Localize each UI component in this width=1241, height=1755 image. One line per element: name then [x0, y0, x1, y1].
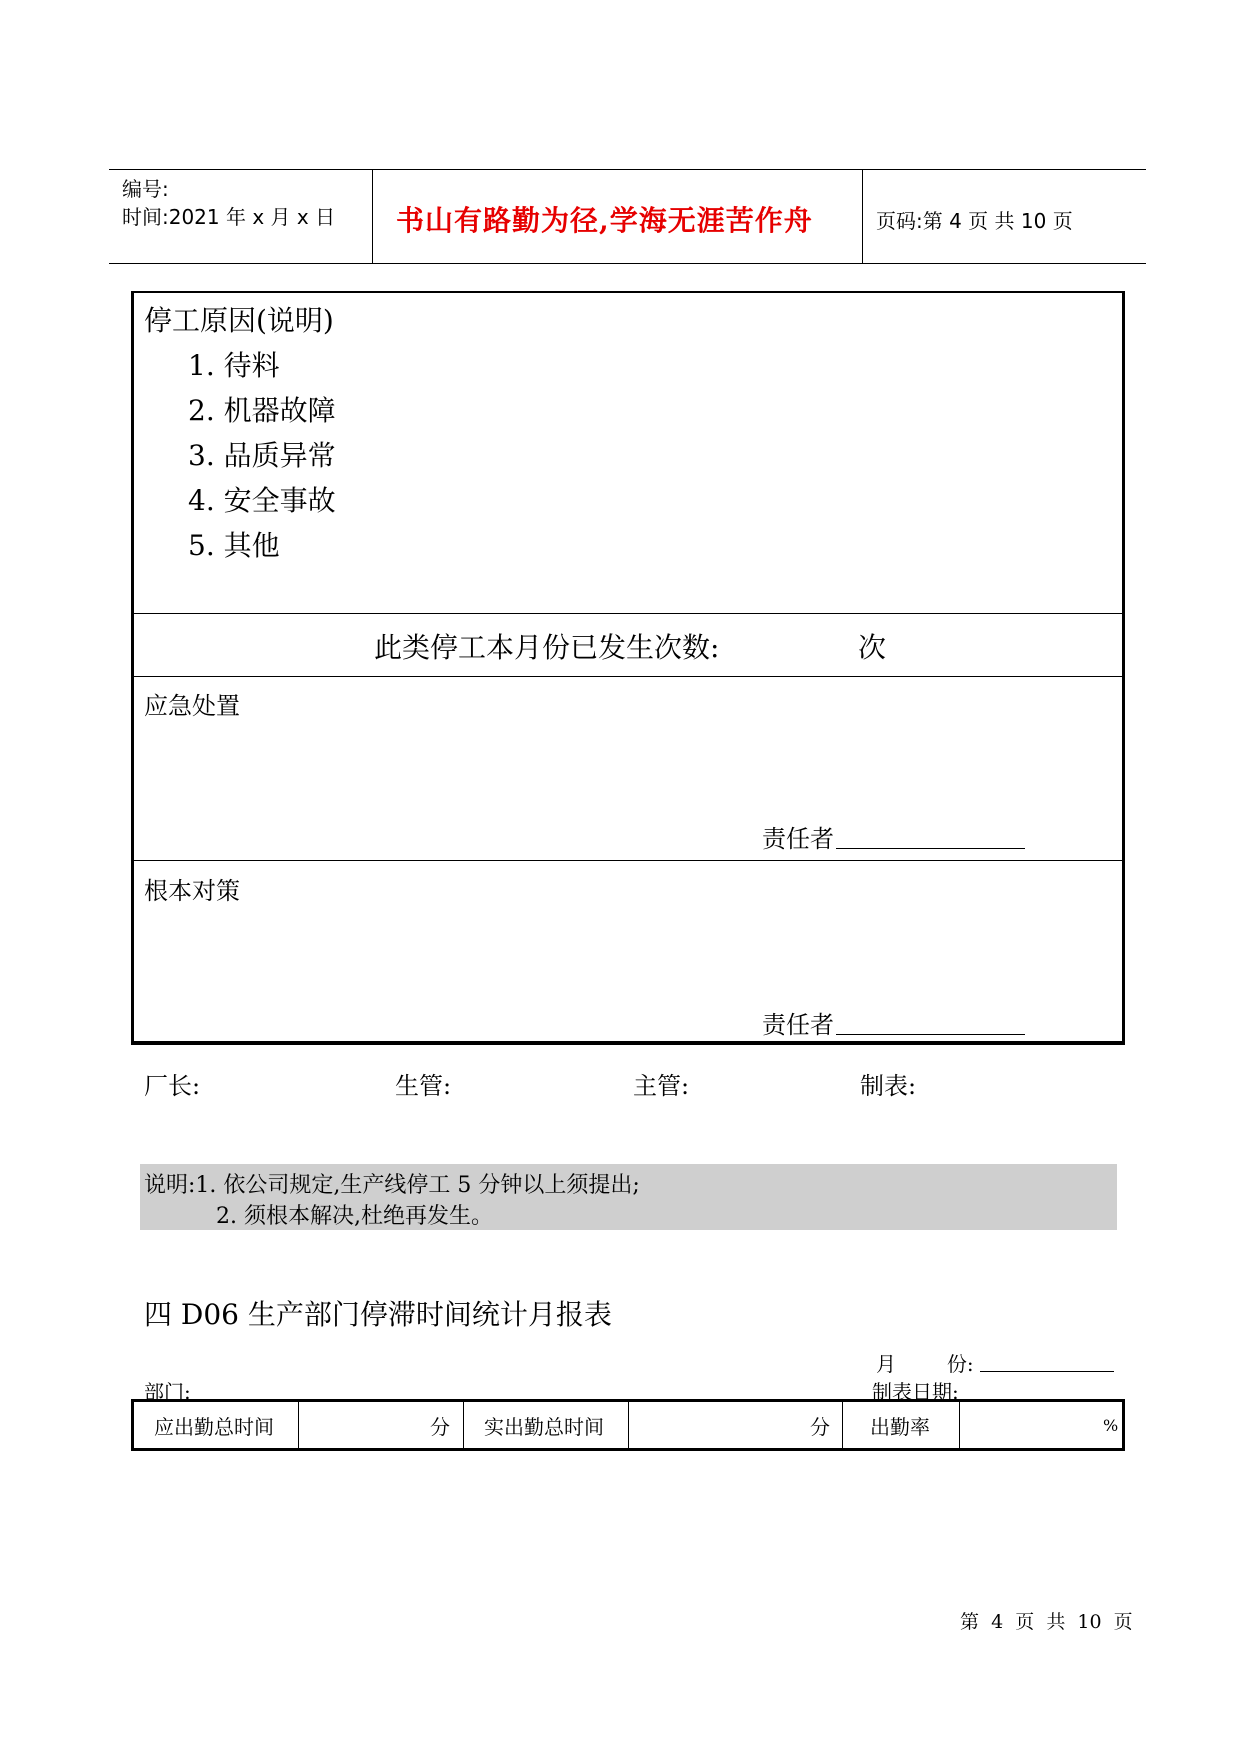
- emergency-title: 应急处置: [144, 692, 240, 720]
- header-divider-left: [372, 170, 373, 264]
- cell-divider: [298, 1402, 299, 1448]
- reasons-title: 停工原因(说明): [144, 304, 334, 337]
- cell-divider: [842, 1402, 843, 1448]
- reason-item: 4. 安全事故: [188, 484, 336, 517]
- section-title: 四 D06 生产部门停滞时间统计月报表: [144, 1298, 612, 1331]
- countermeasure-responsible-label: 责任者: [762, 1011, 834, 1039]
- factory-manager-label: 厂长:: [144, 1072, 201, 1100]
- code-label: 编号:: [122, 177, 169, 201]
- occurrence-unit: 次: [858, 631, 887, 664]
- reason-item: 2. 机器故障: [188, 394, 336, 427]
- production-manager-label: 生管:: [395, 1072, 452, 1100]
- cell-divider: [463, 1402, 464, 1448]
- page-footer: 第 4 页 共 10 页: [960, 1611, 1133, 1633]
- prepared-by-label: 制表:: [860, 1072, 917, 1100]
- dept-label: 部门:: [144, 1380, 191, 1404]
- note-line-1: 说明:1. 依公司规定,生产线停工 5 分钟以上须提出;: [144, 1173, 640, 1198]
- should-attend-unit: 分: [430, 1414, 450, 1439]
- motto: 书山有路勤为径,学海无涯苦作舟: [396, 204, 813, 237]
- note-box: [140, 1164, 1117, 1230]
- reason-item: 5. 其他: [188, 529, 280, 562]
- date-label: 制表日期:: [872, 1380, 959, 1404]
- should-attend-label: 应出勤总时间: [154, 1414, 274, 1439]
- attendance-rate-label: 出勤率: [870, 1414, 930, 1439]
- emergency-responsible-label: 责任者: [762, 825, 834, 853]
- attendance-rate-unit: %: [1103, 1415, 1119, 1435]
- stoppage-form-box: [131, 291, 1125, 1045]
- time-label: 时间:2021 年 x 月 x 日: [122, 205, 336, 229]
- countermeasure-title: 根本对策: [144, 877, 240, 905]
- actual-attend-label: 实出勤总时间: [484, 1414, 604, 1439]
- cell-divider: [959, 1402, 960, 1448]
- actual-attend-unit: 分: [810, 1414, 830, 1439]
- divider: [134, 676, 1122, 677]
- supervisor-label: 主管:: [633, 1072, 690, 1100]
- divider: [134, 860, 1122, 861]
- attendance-table: [131, 1399, 1125, 1451]
- reason-item: 3. 品质异常: [188, 439, 336, 472]
- header-divider-right: [862, 170, 863, 264]
- reason-item: 1. 待料: [188, 349, 280, 382]
- page-label: 页码:第 4 页 共 10 页: [876, 209, 1073, 233]
- emergency-responsible-line: [836, 848, 1025, 849]
- cell-divider: [628, 1402, 629, 1448]
- month-field[interactable]: [980, 1371, 1114, 1372]
- countermeasure-responsible-line: [836, 1034, 1025, 1035]
- month-label: 月 份:: [876, 1352, 974, 1376]
- header-bottom-rule: [109, 263, 1146, 264]
- divider: [134, 613, 1122, 614]
- note-line-2: 2. 须根本解决,杜绝再发生。: [216, 1204, 493, 1229]
- header-top-rule: [109, 169, 1146, 170]
- occurrence-label: 此类停工本月份已发生次数:: [374, 631, 720, 664]
